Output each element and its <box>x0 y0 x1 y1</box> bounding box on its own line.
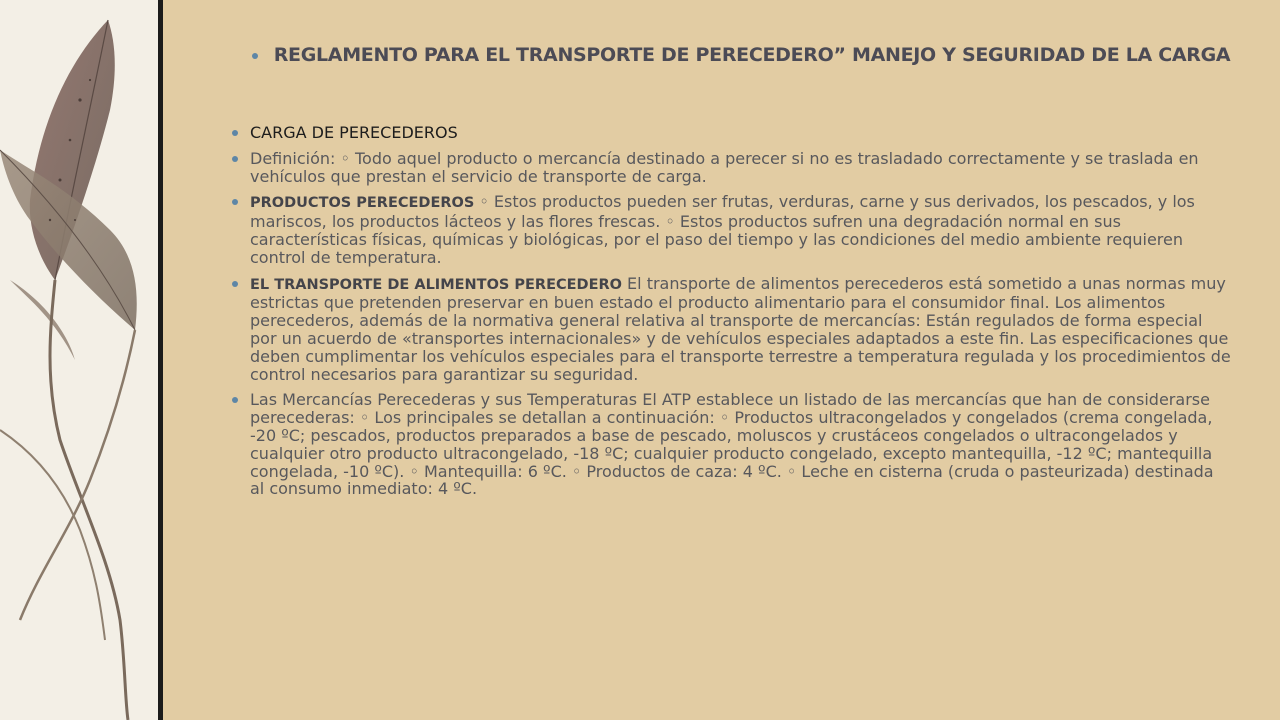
item-text: El transporte de alimentos perecederos está sometido a unas normas muy estrictas que pretenden preservar en buen estado el producto alimentario para el consumidor final. Los alimentos perecederos, además de la normativa general relativa al transporte de mercancías: Están regulados de forma especial por un acuerdo de «transportes internacionales» y de vehículos especiales adaptados a este fin. Las especificaciones que deben cumplimentar los vehículos especiales para el transporte terrestre a temperatura regulada y los procedimientos de control necesarios para garantizar su seguridad. <box>250 273 1231 384</box>
list-item <box>232 124 1232 142</box>
list-bullet <box>232 199 238 205</box>
slide-title-text: REGLAMENTO PARA EL TRANSPORTE DE PERECEDERO” MANEJO Y SEGURIDAD DE LA CARGA <box>273 44 1231 66</box>
list-item <box>232 193 1232 266</box>
list-item <box>232 150 1232 186</box>
list-item <box>232 391 1232 498</box>
content-list <box>232 124 1232 506</box>
title-bullet <box>252 53 258 59</box>
item-lead: EL TRANSPORTE DE ALIMENTOS PERECEDERO <box>250 276 622 293</box>
section-heading: CARGA DE PERECEDEROS <box>250 123 458 142</box>
item-lead: PRODUCTOS PERECEDEROS <box>250 195 475 212</box>
list-bullet <box>232 397 238 403</box>
list-item <box>232 275 1232 384</box>
leaf-lower <box>10 280 75 360</box>
stem-main <box>50 280 128 720</box>
item-text: Las Mercancías Perecederas y sus Temperaturas El ATP establece un listado de las mercancías que han de considerarse perecederas: ◦ Los principales se detallan a continuación: ◦ Productos ultracongelados y congelados (crema congelada, -20 ºC; pescados, productos preparados a base de pescado, moluscos y crustáceos congelados o ultracongelados y cualquier otro producto ultracongelado, -18 ºC; cualquier producto congelado, excepto mantequilla, -12 ºC; mantequilla congelada, -10 ºC). ◦ Mantequilla: 6 ºC. ◦ Productos de caza: 4 ºC. ◦ Leche en cisterna (cruda o pasteurizada) destinada al consumo inmediato: 4 ºC. <box>250 390 1214 499</box>
item-text: Definición: ◦ Todo aquel producto o mercancía destinado a perecer si no es trasladado correctamente y se traslada en vehículos que prestan el servicio de transporte de carga. <box>250 148 1199 186</box>
slide-title <box>252 44 1252 66</box>
item-text: ◦ Estos productos pueden ser frutas, verduras, carne y sus derivados, los pescados, y los mariscos, los productos lácteos y las flores frescas. ◦ Estos productos sufren una degradación normal en sus características físicas, químicas y biológicas, por el paso del tiempo y las condiciones del medio ambiente requieren control de temperatura. <box>250 192 1195 267</box>
list-bullet <box>232 156 238 162</box>
stem-thin <box>0 430 105 640</box>
decorative-leaf-panel <box>0 0 158 720</box>
panel-divider <box>158 0 163 720</box>
list-bullet <box>232 130 238 136</box>
list-bullet <box>232 281 238 287</box>
dried-leaves-illustration <box>0 0 158 720</box>
stem-secondary <box>20 330 135 620</box>
